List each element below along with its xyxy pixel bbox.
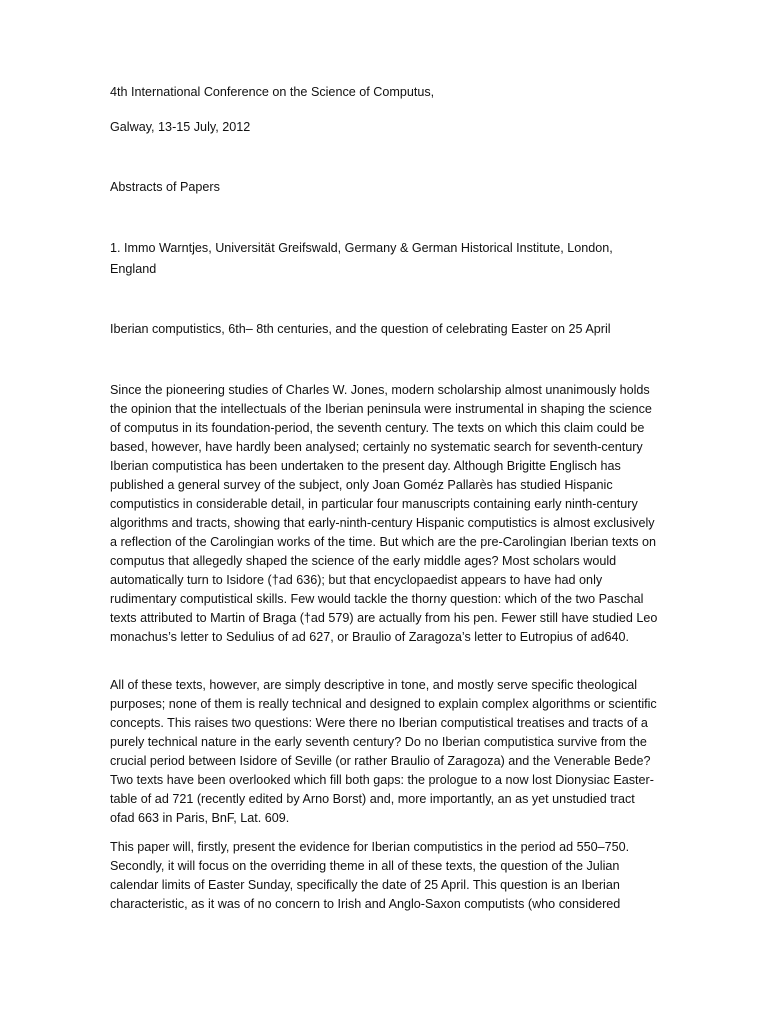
- section-heading: Abstracts of Papers: [110, 180, 220, 194]
- location-date: Galway, 13-15 July, 2012: [110, 120, 251, 134]
- conference-title: 4th International Conference on the Science of Computus,: [110, 85, 435, 99]
- paper-author-affiliation: 1. Immo Warntjes, Universität Greifswald, Germany & German Historical Institute, London, England: [110, 241, 613, 276]
- abstract-paragraph: Since the pioneering studies of Charles W. Jones, modern scholarship almost unanimously holds the opinion that the intellectuals of the Iberian peninsula were instrumental in shaping the science of computus in its foundation-period, the seventh century. The texts on which this claim could be based, however, have hardly been analysed; certainly no systematic search for seventh-century Iberian computistica has been undertaken to the present day. Although Brigitte Englisch has published a general survey of the subject, only Joan Goméz Pallarès has studied Hispanic computistics in considerable detail, in particular four manuscripts containing early ninth-century algorithms and tracts, showing that early-ninth-century Hispanic computistics is almost exclusively a reflection of the Carolingian works of the time. But which are the pre-Carolingian Iberian texts on computus that allegedly shaped the science of the early middle ages? Most scholars would automatically turn to Isidore (†ad 636); but that encyclopaedist appears to have had only rudimentary computistical skills. Few would tackle the thorny question: which of the two Paschal texts attributed to Martin of Braga (†ad 579) are actually from his pen. Fewer still have studied Leo monachus’s letter to Sedulius of ad 627, or Braulio of Zaragoza’s letter to Eutropius of ad640.: [110, 383, 658, 644]
- abstract-paragraph: All of these texts, however, are simply descriptive in tone, and mostly serve specific theological purposes; none of them is really technical and designed to explain complex algorithms or scientific concepts. This raises two questions: Were there no Iberian computistical treatises and tracts of a purely technical nature in the early seventh century? Do no Iberian computistica survive from the crucial period between Isidore of Seville (or rather Braulio of Zaragoza) and the Venerable Bede? Two texts have been overlooked which fill both gaps: the prologue to a now lost Dionysiac Easter-table of ad 721 (recently edited by Arno Borst) and, more importantly, an as yet unstudied tract ofad 663 in Paris, BnF, Lat. 609.: [110, 678, 657, 825]
- abstract-paragraph: This paper will, firstly, present the evidence for Iberian computistics in the period ad 550–750. Secondly, it will focus on the overriding theme in all of these texts, the question of the Julian calendar limits of Easter Sunday, specifically the date of 25 April. This question is an Iberian characteristic, as it was of no concern to Irish and Anglo-Saxon computists (who considered: [110, 840, 630, 911]
- paper-title: Iberian computistics, 6th– 8th centuries, and the question of celebrating Easter on 25 April: [110, 322, 611, 336]
